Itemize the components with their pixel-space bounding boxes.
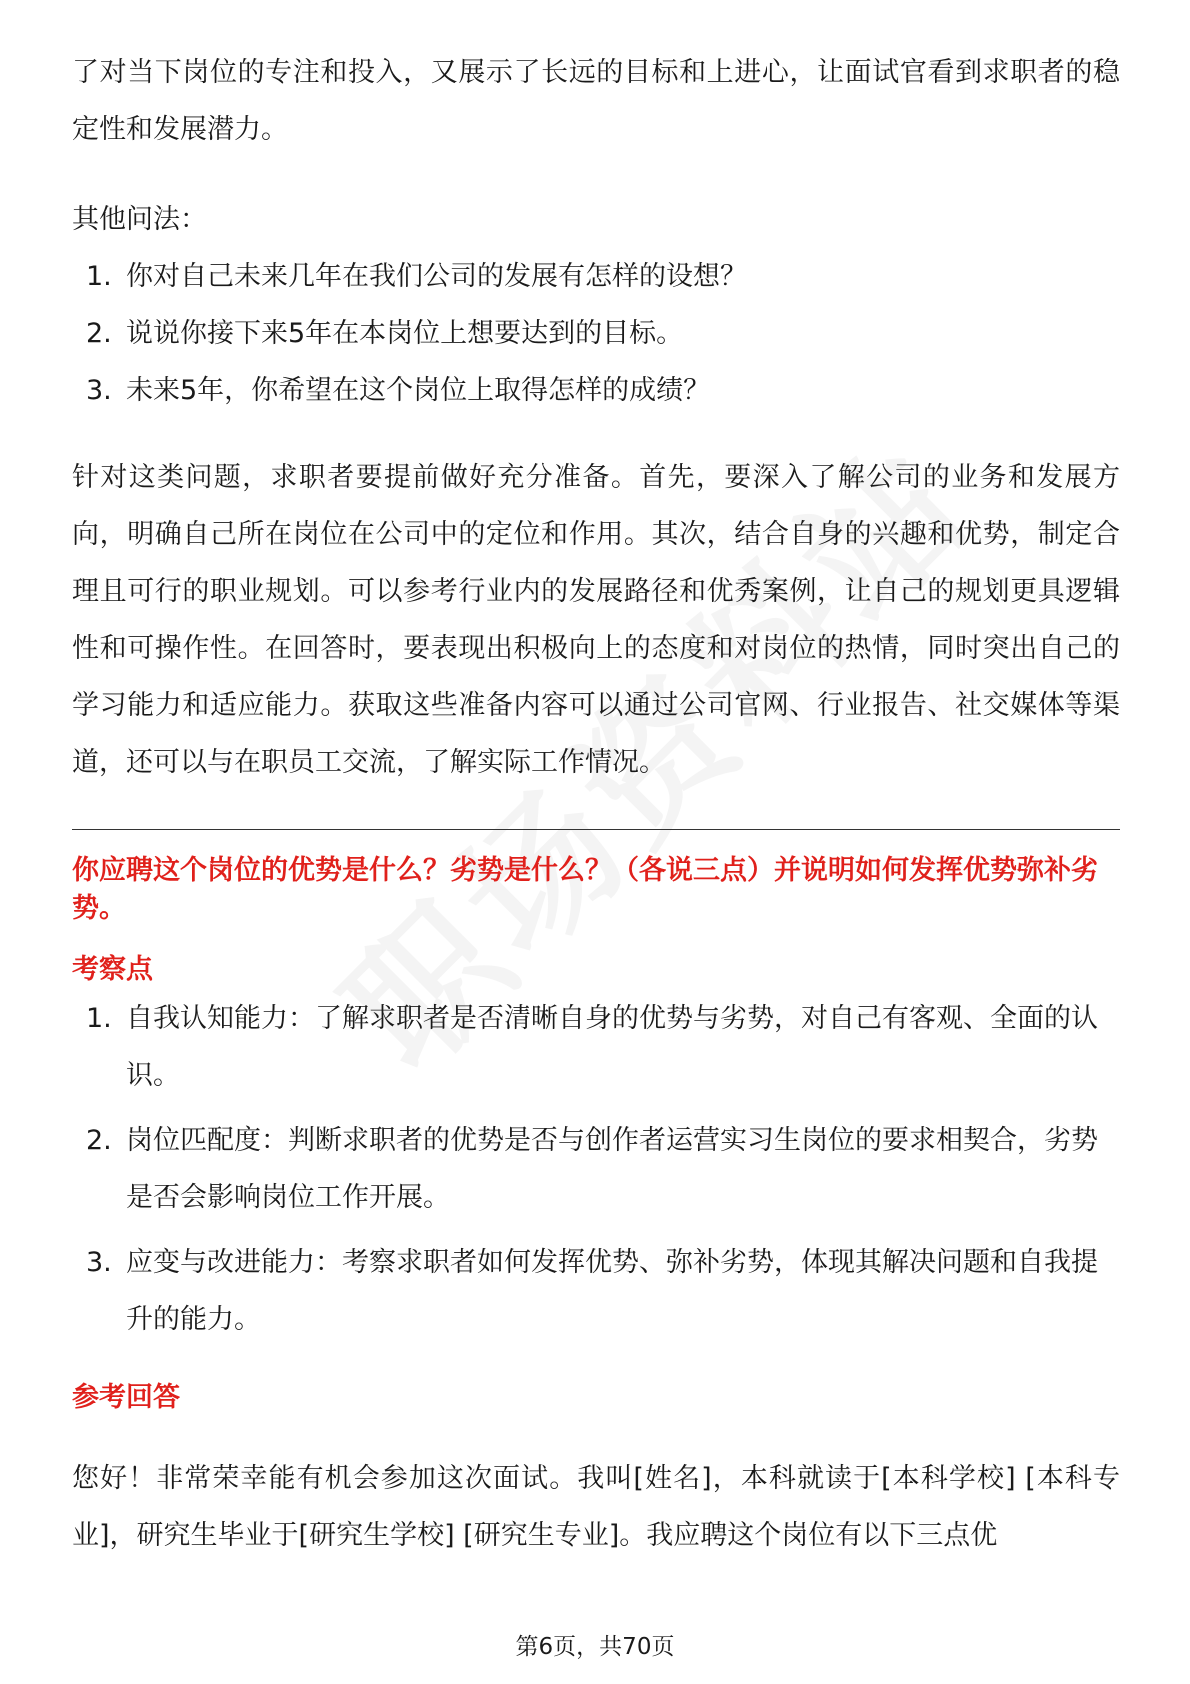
question-heading: 你应聘这个岗位的优势是什么？劣势是什么？（各说三点）并说明如何发挥优势弥补劣势。 [72,855,1098,924]
list-item-number: 2. [86,1125,112,1156]
list-item [72,1112,1120,1226]
reference-answer-heading: 参考回答 [72,1382,180,1413]
reference-answer-paragraph: 您好！非常荣幸能有机会参加这次面试。我叫[姓名]，本科就读于[本科学校] [本科专业]，研究生毕业于[研究生学校] [研究生专业]。我应聘这个岗位有以下三点优 [72,1463,1120,1551]
list-item-text: 说说你接下来5年在本岗位上想要达到的目标。 [126,318,684,349]
list-item [72,990,1120,1104]
list-item-number: 3. [86,1247,112,1278]
page-content [72,44,1120,1564]
list-item-number: 3. [86,375,112,406]
list-item-number: 1. [86,261,112,292]
list-item-number: 2. [86,318,112,349]
intro-paragraph: 了对当下岗位的专注和投入，又展示了长远的目标和上进心，让面试官看到求职者的稳定性和发展潜力。 [72,57,1120,145]
list-item-text: 你对自己未来几年在我们公司的发展有怎样的设想？ [126,261,747,292]
list-item-text: 自我认知能力：了解求职者是否清晰自身的优势与劣势，对自己有客观、全面的认识。 [126,1003,1098,1091]
list-item [72,248,1120,305]
assessment-list [72,990,1120,1348]
page-number: 第6页，共70页 [515,1634,675,1660]
list-item-text: 应变与改进能力：考察求职者如何发挥优势、弥补劣势，体现其解决问题和自我提升的能力。 [126,1247,1098,1335]
list-item [72,1234,1120,1348]
other-questions-list [72,248,1120,419]
list-item [72,305,1120,362]
other-questions-label: 其他问法： [72,204,207,235]
section-divider [72,829,1120,830]
assessment-heading: 考察点 [72,954,153,985]
list-item-text: 未来5年，你希望在这个岗位上取得怎样的成绩？ [126,375,711,406]
list-item-text: 岗位匹配度：判断求职者的优势是否与创作者运营实习生岗位的要求相契合，劣势是否会影响岗位工作开展。 [126,1125,1098,1213]
list-item-number: 1. [86,1003,112,1034]
list-item [72,362,1120,419]
preparation-paragraph: 针对这类问题，求职者要提前做好充分准备。首先，要深入了解公司的业务和发展方向，明确自己所在岗位在公司中的定位和作用。其次，结合自身的兴趣和优势，制定合理且可行的职业规划。可以参考行业内的发展路径和优秀案例，让自己的规划更具逻辑性和可操作性。在回答时，要表现出积极向上的态度和对岗位的热情，同时突出自己的学习能力和适应能力。获取这些准备内容可以通过公司官网、行业报告、社交媒体等渠道，还可以与在职员工交流，了解实际工作情况。 [72,462,1120,778]
